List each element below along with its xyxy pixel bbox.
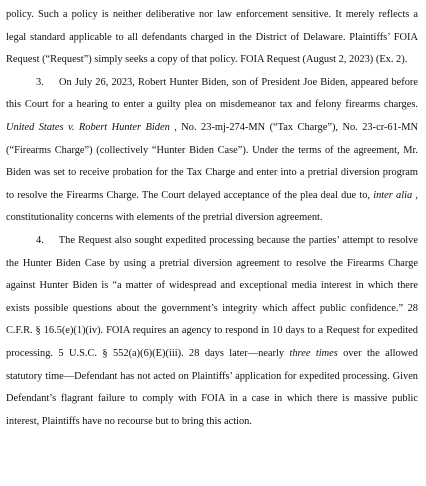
- paragraph-text: , No. 23-mj-274-MN (“Tax Charge”), No. 23-cr-61-MN (“Firearms Charge”) (collectively “Hunter Biden Case”). Under the terms of the agreement, Mr. Biden was set to receive probation for the Tax Charge and enter into a pretrial diversion program to resolve the Firearms Charge. The Court delayed acceptance of the plea deal due to,: [6, 121, 418, 201]
- paragraph-policy-continuation: [6, 4, 418, 72]
- paragraph-3: [6, 72, 418, 230]
- paragraph-number: 3.: [36, 76, 44, 88]
- latin-phrase: inter alia: [373, 189, 413, 201]
- paragraph-4: [6, 230, 418, 433]
- paragraph-number: 4.: [36, 234, 44, 246]
- paragraph-text: The Request also sought expedited processing because the parties’ attempt to resolve the Hunter Biden Case by using a pretrial diversion agreement to resolve the Firearms Charge against Hunter Biden is “a matter of widespread and exceptional media interest in which there exists possible questions about the government’s integrity which affect public confidence.” 28 C.F.R. § 16.5(e)(1)(iv). FOIA requires an agency to respond in 10 days to a Request for expedited processing. 5 U.S.C. § 552(a)(6)(E)(iii). 28 days later—nearly: [6, 234, 418, 359]
- emphasis-text: three times: [289, 347, 338, 359]
- paragraph-text: over the allowed statutory time—Defendant has not acted on Plaintiffs’ application for expedited processing. Given Defendant’s flagrant failure to comply with FOIA in a case in which there is massive public interest, Plaintiffs have no recourse but to bring this action.: [6, 347, 418, 427]
- paragraph-text: policy. Such a policy is neither deliberative nor law enforcement sensitive. It merely reflects a legal standard applicable to all defendants charged in the District of Delaware. Plaintiffs’ FOIA Request (“Request”) simply seeks a copy of that policy. FOIA Request (August 2, 2023) (Ex. 2).: [6, 9, 418, 66]
- paragraph-text: On July 26, 2023, Robert Hunter Biden, son of President Joe Biden, appeared before this Court for a hearing to enter a guilty plea on misdemeanor tax and felony firearms charges.: [6, 76, 419, 111]
- case-citation: United States v. Robert Hunter Biden: [6, 121, 170, 133]
- paragraph-text: , constitutionality concerns with elements of the pretrial diversion agreement.: [6, 189, 418, 224]
